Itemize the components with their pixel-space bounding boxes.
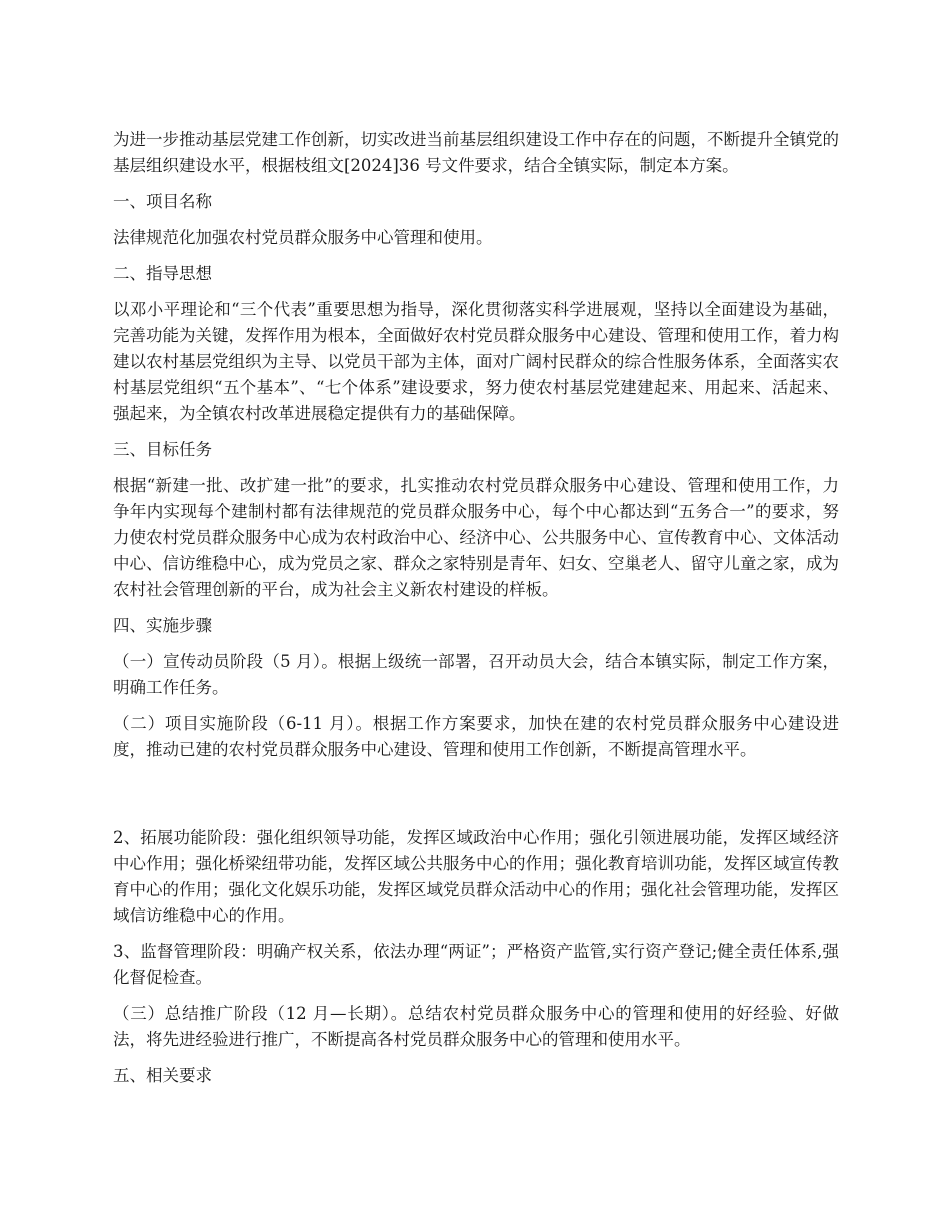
step-3-paragraph: （三）总结推广阶段（12 月—长期）。总结农村党员群众服务中心的管理和使用的好经验、好做法，将先进经验进行推广，不断提高各村党员群众服务中心的管理和使用水平。 (113, 1004, 839, 1049)
section-heading-guiding-ideology: 二、指导思想 (113, 264, 212, 283)
project-name-paragraph: 法律规范化加强农村党员群众服务中心管理和使用。 (113, 228, 493, 247)
section-heading-steps: 四、实施步骤 (113, 616, 212, 635)
step-2-sub-2-paragraph: 2、拓展功能阶段：强化组织领导功能，发挥区域政治中心作用；强化引领进展功能，发挥区域经济中心作用；强化桥梁纽带功能，发挥区域公共服务中心的作用；强化教育培训功能，发挥区域宣传教育中心的作用；强化文化娱乐功能，发挥区域党员群众活动中心的作用；强化社会管理功能，发挥区域信访维稳中心的作用。 (113, 828, 839, 925)
section-heading-project-name: 一、项目名称 (113, 192, 212, 211)
step-2-paragraph: （二）项目实施阶段（6-11 月）。根据工作方案要求，加快在建的农村党员群众服务中心建设进度，推动已建的农村党员群众服务中心建设、管理和使用工作创新，不断提高管理水平。 (113, 714, 839, 759)
intro-paragraph: 为进一步推动基层党建工作创新，切实改进当前基层组织建设工作中存在的问题，不断提升全镇党的基层组织建设水平，根据枝组文[2024]36 号文件要求，结合全镇实际，制定本方案。 (113, 130, 839, 175)
blank-gap (113, 773, 839, 825)
goals-paragraph: 根据“新建一批、改扩建一批”的要求，扎实推动农村党员群众服务中心建设、管理和使用工作，力争年内实现每个建制村都有法律规范的党员群众服务中心，每个中心都达到“五务合一”的要求，努力使农村党员群众服务中心成为农村政治中心、经济中心、公共服务中心、宣传教育中心、文体活动中心、信访维稳中心，成为党员之家、群众之家特别是青年、妇女、空巢老人、留守儿童之家，成为农村社会管理创新的平台，成为社会主义新农村建设的样板。 (113, 476, 839, 599)
document-body (113, 127, 839, 1099)
section-heading-goals: 三、目标任务 (113, 440, 212, 459)
step-1-paragraph: （一）宣传动员阶段（5 月）。根据上级统一部署，召开动员大会，结合本镇实际，制定工作方案，明确工作任务。 (113, 652, 839, 697)
step-2-sub-3-paragraph: 3、监督管理阶段：明确产权关系，依法办理“两证”；严格资产监管,实行资产登记;健全责任体系,强化督促检查。 (113, 942, 839, 987)
guiding-ideology-paragraph: 以邓小平理论和“三个代表”重要思想为指导，深化贯彻落实科学进展观，坚持以全面建设为基础，完善功能为关键，发挥作用为根本，全面做好农村党员群众服务中心建设、管理和使用工作，着力构建以农村基层党组织为主导、以党员干部为主体，面对广阔村民群众的综合性服务体系，全面落实农村基层党组织“五个基本”、“七个体系”建设要求，努力使农村基层党建建起来、用起来、活起来、强起来，为全镇农村改革进展稳定提供有力的基础保障。 (113, 300, 839, 423)
section-heading-requirements: 五、相关要求 (113, 1066, 212, 1085)
